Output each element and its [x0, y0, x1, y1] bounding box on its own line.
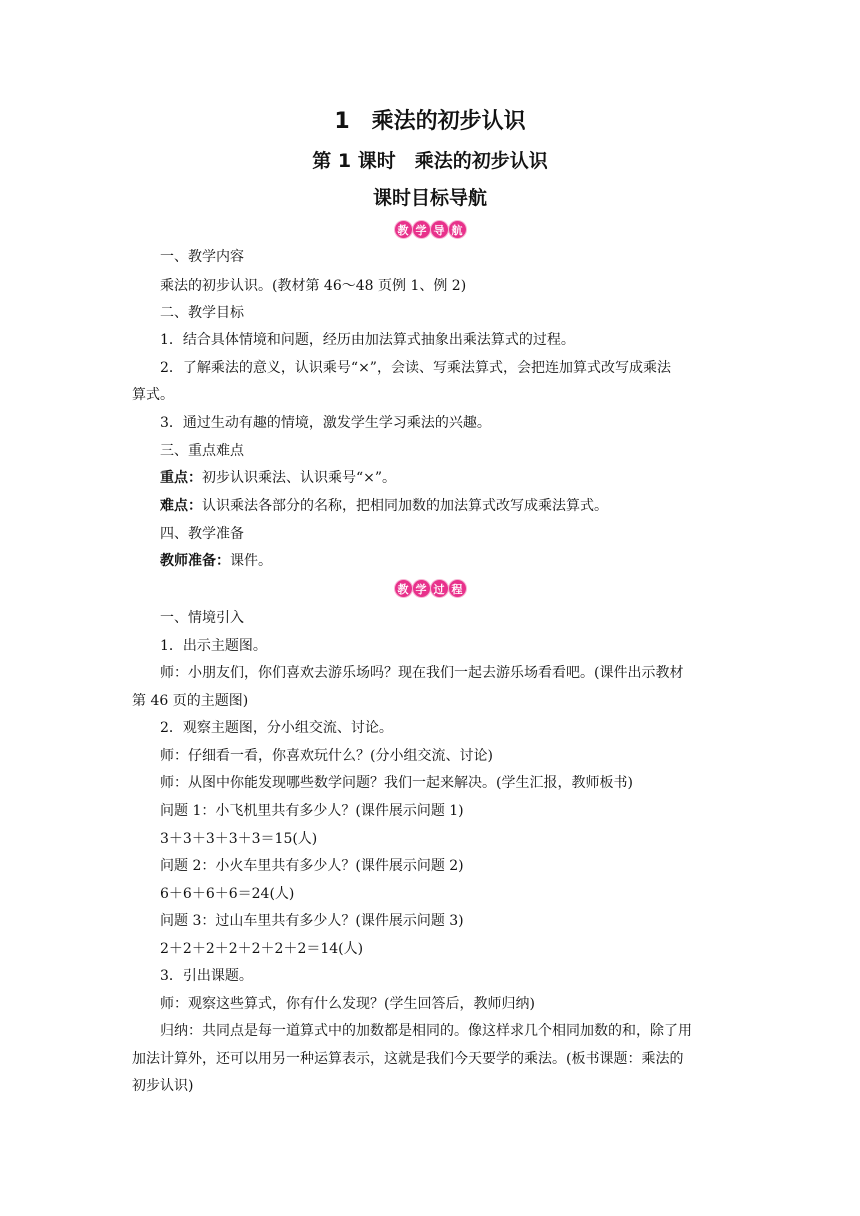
lesson-title: 第 1 课时 乘法的初步认识 — [312, 150, 548, 172]
badge-char: 程 — [449, 580, 466, 597]
key-point-line — [160, 468, 396, 488]
process-badge — [0, 580, 860, 602]
teacher-line: 师：小朋友们，你们喜欢去游乐场吗？现在我们一起去游乐场看看吧。(课件出示教材 — [160, 665, 684, 681]
step-item: 1．出示主题图。 — [160, 638, 267, 654]
key-label: 重点： — [160, 470, 202, 486]
equation-2: 6＋6＋6＋6＝24(人) — [160, 886, 295, 902]
goal-item: 2．了解乘法的意义，认识乘号“×”，会读、写乘法算式，会把连加算式改写成乘法 — [160, 360, 671, 376]
heading-teaching-content: 一、教学内容 — [160, 249, 244, 265]
badge-char: 教 — [395, 580, 412, 597]
badge-char: 学 — [413, 580, 430, 597]
goal-item: 3．通过生动有趣的情境，激发学生学习乘法的兴趣。 — [160, 415, 491, 431]
heading-preparation: 四、教学准备 — [160, 526, 244, 542]
question-1: 问题 1：小飞机里共有多少人？(课件展示问题 1) — [160, 803, 464, 819]
teacher-line: 师：从图中你能发现哪些数学问题？我们一起来解决。(学生汇报，教师板书) — [160, 775, 633, 791]
paragraph: 乘法的初步认识。(教材第 46～48 页例 1、例 2) — [160, 278, 467, 294]
badge-char: 导 — [431, 221, 448, 238]
summary-line-continued: 加法计算外，还可以用另一种运算表示，这就是我们今天要学的乘法。(板书课题：乘法的 — [132, 1051, 684, 1067]
step-item: 2．观察主题图，分小组交流、讨论。 — [160, 720, 393, 736]
goal-item-continued: 算式。 — [132, 387, 174, 403]
summary-line: 归纳：共同点是每一道算式中的加数都是相同的。像这样求几个相同加数的和，除了用 — [160, 1023, 692, 1039]
guide-badge — [0, 221, 860, 243]
summary-line-continued: 初步认识) — [132, 1078, 194, 1094]
main-title: 1 乘法的初步认识 — [334, 109, 526, 134]
badge-char: 过 — [431, 580, 448, 597]
question-3: 问题 3：过山车里共有多少人？(课件展示问题 3) — [160, 913, 464, 929]
heading-introduction: 一、情境引入 — [160, 610, 244, 626]
heading-key-points: 三、重点难点 — [160, 443, 244, 459]
heading-teaching-goals: 二、教学目标 — [160, 305, 244, 321]
badge-char: 教 — [395, 221, 412, 238]
badge-char: 学 — [413, 221, 430, 238]
teacher-line: 师：观察这些算式，你有什么发现？(学生回答后，教师归纳) — [160, 996, 535, 1012]
badge-char: 航 — [449, 221, 466, 238]
difficulty-label: 难点： — [160, 498, 202, 514]
preparation-text: 课件。 — [230, 553, 272, 569]
key-text: 初步认识乘法、认识乘号“×”。 — [202, 470, 397, 486]
difficulty-line — [160, 496, 608, 516]
preparation-label: 教师准备： — [160, 553, 230, 569]
difficulty-text: 认识乘法各部分的名称，把相同加数的加法算式改写成乘法算式。 — [202, 498, 608, 514]
teacher-line: 师：仔细看一看，你喜欢玩什么？(分小组交流、讨论) — [160, 748, 493, 764]
step-item: 3．引出课题。 — [160, 968, 253, 984]
equation-1: 3＋3＋3＋3＋3＝15(人) — [160, 831, 318, 847]
preparation-line — [160, 551, 272, 571]
section-title: 课时目标导航 — [372, 187, 487, 209]
question-2: 问题 2：小火车里共有多少人？(课件展示问题 2) — [160, 858, 464, 874]
equation-3: 2＋2＋2＋2＋2＋2＋2＝14(人) — [160, 941, 364, 957]
teacher-line-continued: 第 46 页的主题图) — [132, 693, 249, 709]
goal-item: 1．结合具体情境和问题，经历由加法算式抽象出乘法算式的过程。 — [160, 332, 575, 348]
